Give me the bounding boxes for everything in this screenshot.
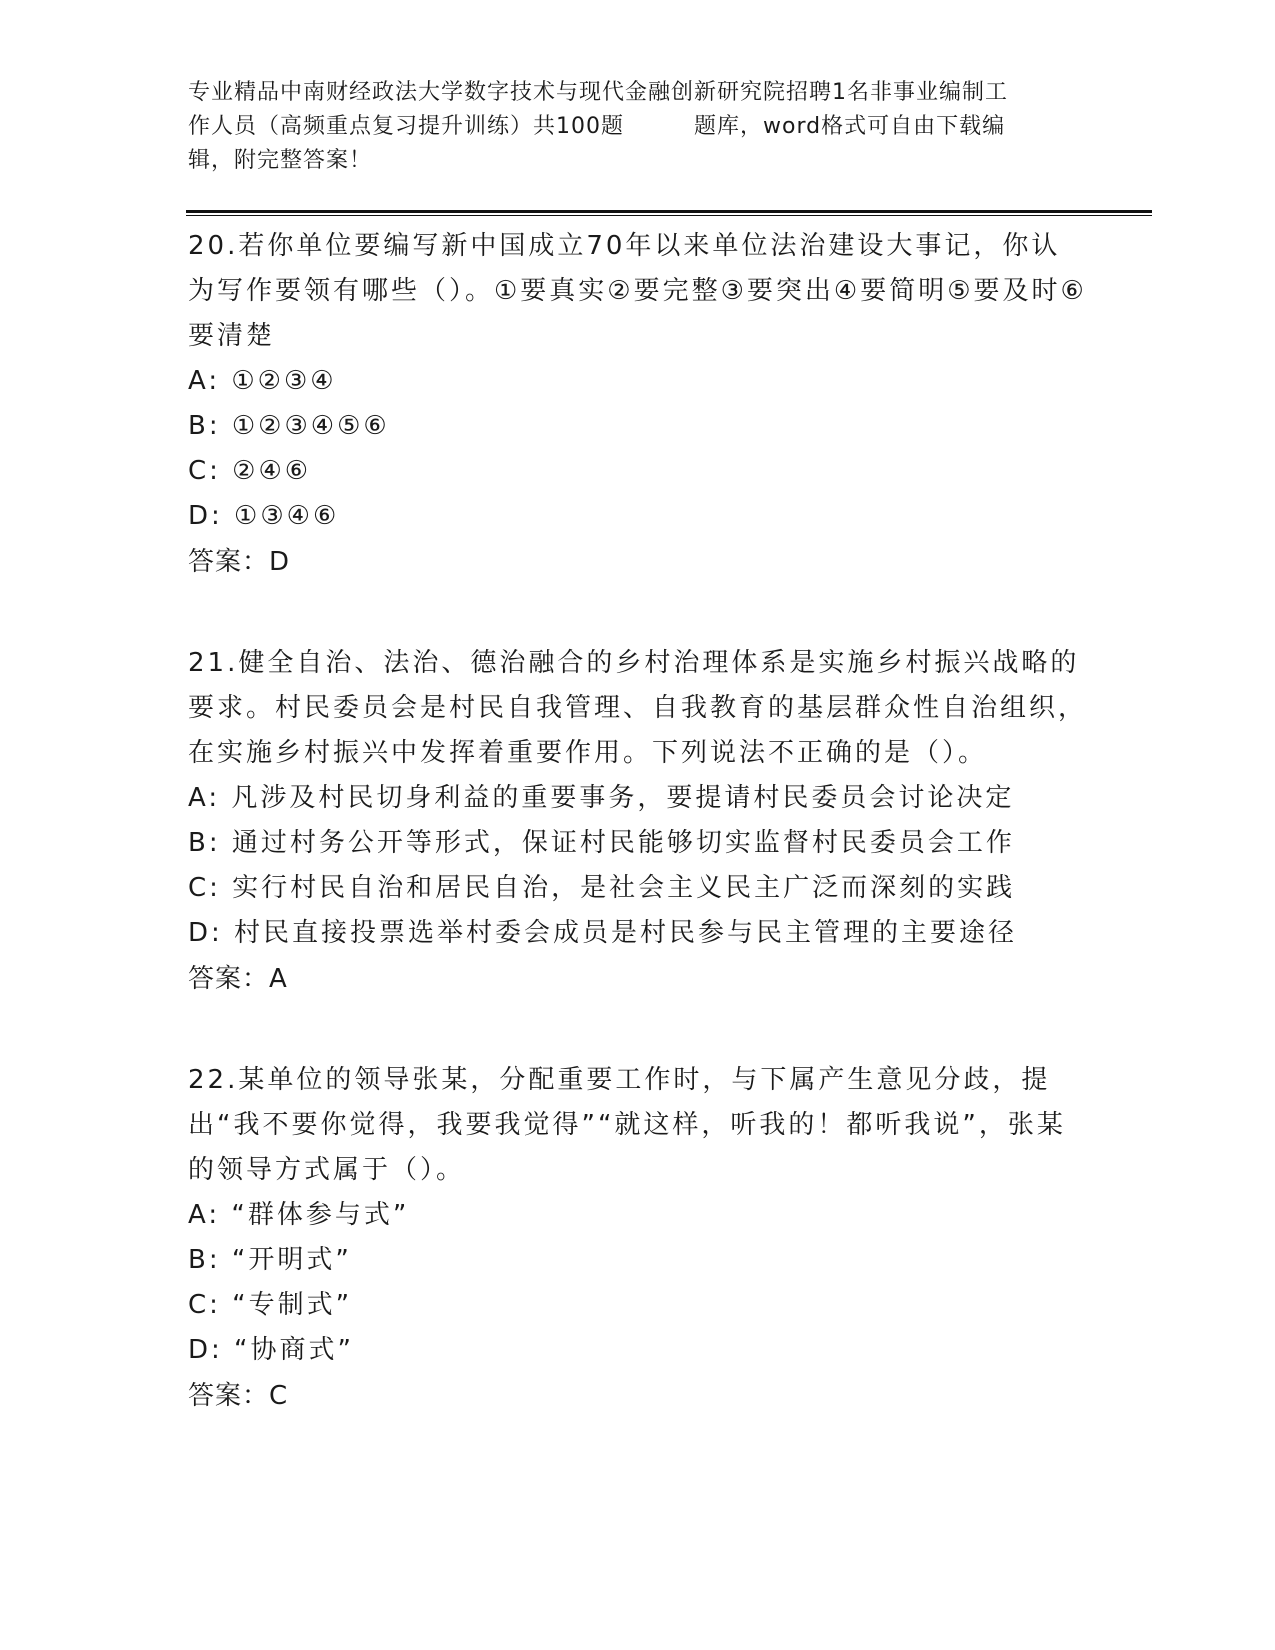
- option-d: D: “协商式”: [188, 1335, 354, 1365]
- option-a: A: ①②③④: [188, 366, 337, 396]
- question-stem: 22.某单位的领导张某，分配重要工作时，与下属产生意见分歧，提出“我不要你觉得，我要我觉得”“就这样，听我的！都听我说”，张某的领导方式属于（）。: [188, 1065, 1066, 1185]
- option-a: A: 凡涉及村民切身利益的重要事务，要提请村民委员会讨论决定: [188, 783, 1015, 813]
- question-22: [188, 1058, 1088, 1419]
- answer: 答案：A: [188, 964, 288, 994]
- question-20: [188, 224, 1088, 585]
- document-header: [188, 76, 1088, 178]
- header-line-3: 辑，附完整答案！: [188, 148, 373, 173]
- header-line-2-left: 作人员（高频重点复习提升训练）共100题: [188, 114, 624, 139]
- answer: 答案：D: [188, 547, 291, 577]
- header-line-2-right: 题库，word格式可自由下载编: [694, 114, 1006, 139]
- option-d: D: ①③④⑥: [188, 501, 340, 531]
- header-line-2: [188, 110, 1088, 144]
- option-c: C: “专制式”: [188, 1290, 353, 1320]
- option-c: C: 实行村民自治和居民自治，是社会主义民主广泛而深刻的实践: [188, 873, 1016, 903]
- option-b: B: “开明式”: [188, 1245, 352, 1275]
- option-a: A: “群体参与式”: [188, 1200, 410, 1230]
- option-d: D: 村民直接投票选举村委会成员是村民参与民主管理的主要途径: [188, 918, 1018, 948]
- option-b: B: ①②③④⑤⑥: [188, 411, 390, 441]
- header-divider-thin: [186, 215, 1152, 216]
- question-stem: 20.若你单位要编写新中国成立70年以来单位法治建设大事记，你认为写作要领有哪些（）。①要真实②要完整③要突出④要简明⑤要及时⑥要清楚: [188, 231, 1087, 351]
- question-21: [188, 641, 1088, 1002]
- question-list: [188, 224, 1088, 1475]
- header-divider-thick: [186, 210, 1152, 213]
- question-stem: 21.健全自治、法治、德治融合的乡村治理体系是实施乡村振兴战略的要求。村民委员会是村民自我管理、自我教育的基层群众性自治组织，在实施乡村振兴中发挥着重要作用。下列说法不正确的是（）。: [188, 648, 1088, 768]
- answer: 答案：C: [188, 1381, 289, 1411]
- option-c: C: ②④⑥: [188, 456, 312, 486]
- option-b: B: 通过村务公开等形式，保证村民能够切实监督村民委员会工作: [188, 828, 1015, 858]
- header-line-1: 专业精品中南财经政法大学数字技术与现代金融创新研究院招聘1名非事业编制工: [188, 80, 1008, 105]
